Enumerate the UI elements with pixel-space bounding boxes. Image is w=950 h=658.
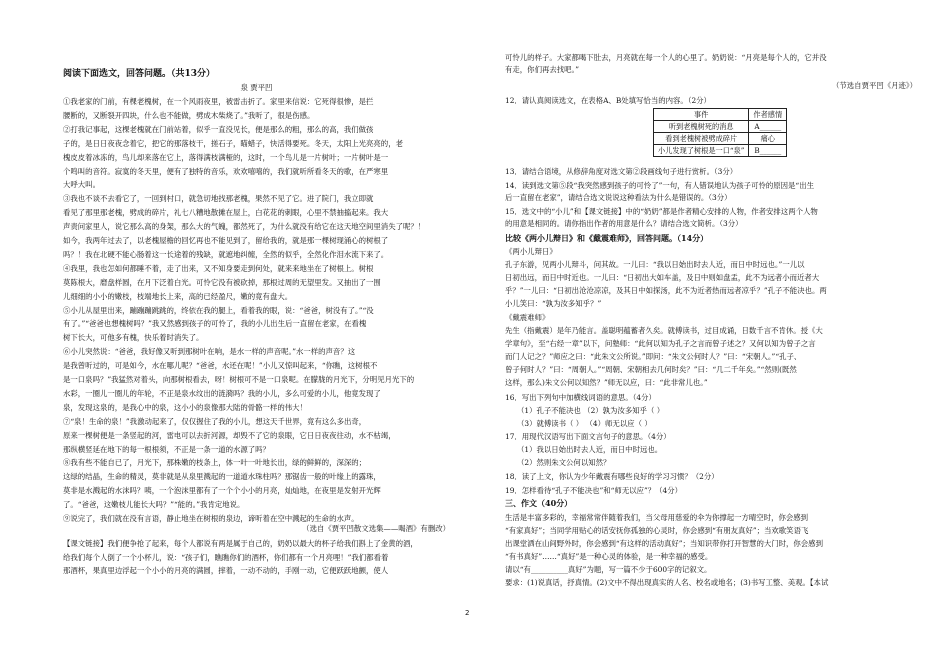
- text-line: 乎？”一儿曰：“日初出沧沧凉凉，及其日中如探汤，此不为近者热而远者凉乎？”孔子不能决也。两: [505, 286, 827, 295]
- text-line: 是一口泉吗？”我猛然对着头，向那树根看去，呀！树根可不是一口泉呢。在朦胧的月光下，分明见月光下的: [63, 375, 415, 384]
- table-header-row: [654, 109, 787, 121]
- text-line: 莫非是水溅起的水沫吗？咦，一个泡沫里都有了一个个小小的月亮，灿灿地，在夜里是发射开光辉: [63, 486, 381, 496]
- table-header: 事件: [654, 109, 749, 121]
- excerpt-source: （节选自贾平凹《月迹》）: [832, 81, 917, 90]
- text-line: 学章句》，至“右经一章”以下，问塾师：“此何以知为孔子之言而曾子述之？又何以知为曾子之言: [505, 339, 816, 348]
- text-line: 了。“爸爸，这嫩枝儿能长大吗？”“能的。”我肯定地说。: [63, 500, 245, 510]
- table-cell: 看到老槐树被劈成碎片: [654, 133, 749, 145]
- table-row: [654, 145, 787, 157]
- text-line: 原来一棵树便是一条竖起的河，雷电可以去折河源，却毁不了它的泉眼，它日日夜夜往动，水不枯竭，: [63, 430, 396, 440]
- text-line: 要求：(1)说真话，抒真情。(2)文中不得出现真实的人名、校名或地名；(3)书写工整、美观。【本试: [505, 578, 829, 587]
- event-emotion-table: [653, 108, 787, 157]
- question-18: 18．读了上文，你认为少年戴震有哪些良好的学习习惯？（2分）: [505, 472, 719, 481]
- text-line: 孔子东游，见两小儿辩斗，问其故。一儿曰：“我以日始出时去人近，而日中时远也。”一儿以: [505, 260, 805, 269]
- question-15-line-2: 的用意是相同的。请你指出作者的用意是什么？请结合选文简析。（3分）: [505, 219, 743, 228]
- passage-title: 泉 贾平凹: [240, 83, 273, 92]
- table-cell: 痛心: [749, 133, 787, 145]
- text-line: 树下长大，可他多有槐，快乐着时消失了。: [63, 333, 204, 343]
- text-line: 日初出远，而日中时近也。一儿曰：“日初出大如车盖，及日中则如盘盂，此不为远者小而近者大: [505, 273, 820, 282]
- text-line: 请以“有__________真好”为题，写一篇不少于600字的记叙文。: [505, 565, 712, 574]
- text-line: ⑥小儿突然说：“爸爸，我好像又听到那树叶在响，是水一样的声音呢。”水一样的声音？这: [63, 347, 356, 357]
- text-line: 大呼大叫。: [63, 180, 100, 190]
- text-line: 莫陈根大，磨盘样圆，在月下泛着白光。可怜它没有被砍掉，那根过周的无望里发。又抽出了一围: [63, 277, 381, 287]
- text-line: 儿细细的小小的嫩枝，枝端地长上来，高的已经盈尺，嫩的竟有盘大。: [63, 291, 293, 301]
- text-line: 看见了那里那老槐，劈成的碎片，礼七八糟地散摊在屋上，白花花的刺眼，心里不禁抽搐起来。我大: [63, 208, 389, 218]
- question-16: 16．写出下列句中加横线词语的意思。（4分）: [505, 393, 656, 402]
- text-line: 给我们每个人倒了一个小杯儿，说：“孩子们，瞧瞧你们的酒杯，你们都有一个月亮哩！”我们都看着: [63, 552, 389, 562]
- table-cell: 小儿发现了树根是一口“泉”: [654, 145, 749, 157]
- question-17-item-2: （2）然则朱文公何以知然？: [517, 458, 611, 467]
- text-line: “有书真好”……“真好”是一种心灵的体验，是一种幸福的感受。: [505, 552, 713, 561]
- text-line: 那纵横竖延在地下的每一根根须，不正是一条一道的水源了吗？: [63, 444, 270, 454]
- table-row: [654, 133, 787, 145]
- compare-heading: 比较《两小儿辩日》和《戴震难师》，回答问题。（14分）: [505, 233, 709, 243]
- page-number: 2: [465, 609, 470, 617]
- text-line: 水彩，一圈儿一圈儿的年轮，不正是泉水纹出的涟漪吗？我的小儿，多么可爱的小儿，他竟发现了: [63, 388, 381, 398]
- question-16-items-1: （1）孔子不能决也 （2）孰为汝多知乎（ ）: [517, 406, 665, 415]
- text-2-title: 《戴震难师》: [505, 313, 550, 322]
- question-19: 19．怎样看待“孔子不能决也”和“师无以应”？（4分）: [505, 486, 683, 495]
- question-14-line-2: 后一直留在老家”，请结合选文说说这种看法为什么是错误的。（3分）: [505, 193, 732, 202]
- text-line: 那酒杯，果真里边浮起一个小小的月亮的满圆，摔着，一动不动的，手刚一动，它便跃跃地颤，使人: [63, 566, 389, 575]
- text-line: 子的，是日日夜夜念着它，把它的那落枝干，搓石子，瞄蜡子，快活得要死。冬天，太阳上光亮亮的，老: [63, 138, 403, 148]
- question-16-items-2: （3）就傅读书（ ） （4）师无以应（ ）: [517, 419, 652, 428]
- reading-heading: 阅读下面选文，回答问题。（共13分）: [63, 69, 216, 79]
- passage-source: （选自《贾平凹散文选集——喝酒》有删改）: [302, 524, 450, 533]
- table-cell: 听到老槐树死的消息: [654, 121, 749, 133]
- question-17: 17．用现代汉语写出下面文言句子的意思。（4分）: [505, 432, 671, 441]
- text-line: 个鸣叫的音符。寂寞的冬天里，便有了独特的音乐，欢欢嘻嘻的，我们就听所看冬天的歌，在严寒里: [63, 166, 389, 176]
- text-line: 生活是丰富多彩的，幸福常常伴随着我们，当父母用慈爱的伞为你撑起一方晴空时，你会感到: [505, 513, 809, 522]
- text-line: 【课文链接】我们便争抢了起来，每个人都说有两是属于自己的，奶奶以最大的杯子给我们斟上了金黄的酒，: [63, 539, 418, 548]
- text-line: 小儿笑曰：“孰为汝多知乎？”: [505, 299, 602, 308]
- text-line: 这样，那么)朱文公何以知然？”师无以应，曰：“此非常儿也。”: [505, 378, 708, 387]
- composition-heading: 三、作文（40分）: [505, 498, 573, 508]
- table-header: 作者感情: [749, 109, 787, 121]
- passage-end-line-1: 可怜儿的样子。大家都喝下肚去，月亮就在每一个人的心里了。奶奶说：“月亮是每个人的，它并没: [505, 53, 827, 62]
- text-line: 泉，发现这泉的，是我心中的泉，这小小的泉像那大陆的骨骼一样的伟大！: [63, 402, 307, 412]
- text-line: 是我曾听过的，可是如今，水在哪儿呢？“爸爸，水还在呢！”小儿又惊叫起来，“你瞧，这树根不: [63, 361, 378, 371]
- text-line: 如今，我两年过去了，以老槐屋檐的回忆再也不能见到了，留给我的，就是那一棵树现涌心的树根了: [63, 236, 389, 245]
- text-line: 而门人记之？”师应之曰：“此朱文公所说。”即问：“朱文公何时人？”曰：“宋朝人。”“孔子、: [505, 352, 802, 361]
- question-13: 13．请结合语境，从修辞角度对选文第②段画线句子进行赏析。（3分）: [505, 167, 738, 176]
- question-12: 12．请认真阅读选文，在表格A、B处填写恰当的内容。（2分）: [505, 96, 711, 105]
- question-15-line-1: 15．选文中的“小儿”和【课文链接】中的“奶奶”都是作者精心安排的人物，作者安排这两个人物: [505, 207, 818, 216]
- text-line: 这绿的结晶，生命的精灵，莫非就是从泉里溅起的一道道水珠柱吗？那锯齿一般的叶缘上的露珠，: [63, 472, 381, 482]
- question-17-item-1: （1）我以日始出时去人近，而日中时远也。: [517, 445, 663, 454]
- table-cell: A______: [749, 121, 787, 133]
- text-line: ⑧我有些不能自已了，月光下，那株嫩的枝条上，体一叶一叶地长出，绿的鲜鲜的，深深的；: [63, 458, 367, 468]
- text-line: 腰断的，又断裂开四块，什么也不能做，劈成木柴烧了。”我听了，很是伤感。: [63, 110, 315, 120]
- text-line: ②打我记事起，这棵老槐就在门前站着，似乎一直没见长，便是那么的粗，那么的高，我们做孩: [63, 124, 374, 134]
- text-line: ⑦“泉！生命的泉！”我激动起来了，仅仅握住了我的小儿，想这天千世界，竟有这么多出奇，: [63, 416, 367, 426]
- text-line: 声责问家里人，说它那么高的身架，那么大的气魄，都然死了，为什么就没有给它在这天地空间里消失了呢？！: [63, 222, 426, 232]
- text-line: ⑨说完了，我们就在没有言语，静止地坐在树根的泉边，谛听着在空中溅起的生命的水声。: [63, 514, 359, 523]
- table-row: [654, 121, 787, 133]
- text-line: 曾子何时人？”曰：“周朝人。”“周朝、宋朝相去几何时矣？”曰：“几二千年矣。”“然则(既然: [505, 365, 797, 374]
- table-cell: B______: [749, 145, 787, 157]
- passage-end-line-2: 有走，你们再去找吧。”: [505, 65, 579, 74]
- text-line: 槐皮皮着冰冻的，鸟儿却来落在它上，落得满枝满桠的，这时，一个鸟儿是一片树叶；一片树叶是一: [63, 152, 389, 162]
- text-line: ③我也不谈不去看它了，一回到村口，就急切地找那老槐，果然不见了它。进了院门，我立即就: [63, 194, 374, 204]
- text-line: 先生（指戴震）是年乃能言。盖聪明蕴蓄者久矣。就傅读书，过目成诵，日数千言不肯休。授《大: [505, 326, 823, 335]
- text-line: ①我老家的门前，有棵老槐树，在一个风雨夜里，被雷击折了。家里来信说：它死得很惨，是拦: [63, 97, 374, 106]
- text-line: 有了。”“爸爸也想槐树吗？”我又然感到孩子的可怜了，我的小儿出生后一直留在老家，在看槐: [63, 319, 367, 329]
- question-14-line-1: 14．读到选文第⑤段“我突然感到孩子的可怜了”一句，有人错误地认为孩子可怜的原因是“出生: [505, 181, 814, 190]
- text-line: 出课堂洒在山间野外时，你会感到“有这样的活动真好”；当知识带你打开智慧的大门时，你会感到: [505, 539, 823, 548]
- text-line: “有家真好”；当同学用贴心的话安抚你孤独的心灵时，你会感到“有朋友真好”；当欢歌笑语飞: [505, 526, 809, 535]
- text-line: ④我里，我也怎如何都睡不着，走了出来，又不知身要走到何处，就来来地坐在了树根上。树根: [63, 263, 374, 273]
- text-line: 吗？！我在北硬不能心肠着这一长途着的残缺，就遮地纠缠，全然的似乎，全然化作泪水流下来了。: [63, 249, 389, 259]
- text-line: ⑤小儿从屋里出来，蹦蹦蹦跳跳的，终依在我的腿上，看着我的眼，说：“爸爸，树没有了。”“没: [63, 305, 374, 315]
- text-1-title: 《两小儿辩日》: [505, 247, 557, 256]
